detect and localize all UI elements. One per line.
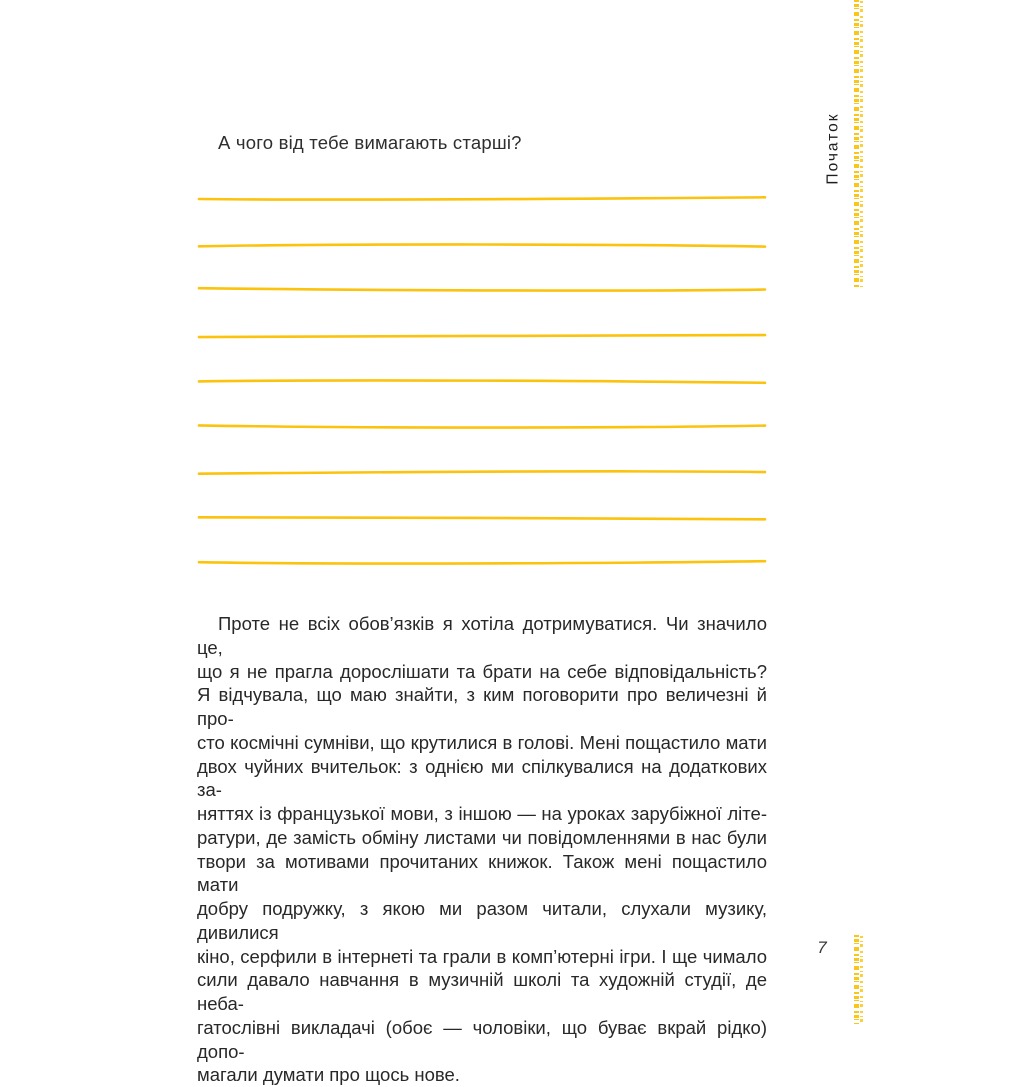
edge-doodle-top xyxy=(853,0,865,287)
answer-line xyxy=(197,468,767,476)
paragraph-line: Я відчувала, що маю знайти, з ким поговорити про величезні й про- xyxy=(197,684,767,729)
page-number: 7 xyxy=(817,938,827,957)
answer-line xyxy=(197,241,767,249)
paragraph-line: твори за мотивами прочитаних книжок. Також мені пощастило мати xyxy=(197,850,767,896)
question-text: А чого від тебе вимагають старші? xyxy=(218,132,522,153)
paragraph-line: Проте не всіх обов’язків я хотіла дотримуватися. Чи значило це, xyxy=(197,613,767,658)
paragraph-line: кіно, серфили в інтернеті та грали в комп’ютерні ігри. І ще чимало xyxy=(197,945,767,967)
answer-line xyxy=(197,377,767,385)
paragraph-line: гатослівні викладачі (обоє — чоловіки, що буває вкрай рідко) допо- xyxy=(197,1016,767,1062)
paragraph-line: сили давало навчання в музичній школі та художній студії, де неба- xyxy=(197,969,767,1014)
answer-lines xyxy=(197,195,767,605)
paragraph-line: ратури, де замість обміну листами чи повідомленнями в нас були xyxy=(197,826,767,848)
paragraph-line: добру подружку, з якою ми разом читали, слухали музику, дивилися xyxy=(197,898,767,943)
paragraph-line: двох чуйних вчительок: з однією ми спілкувалися на додаткових за- xyxy=(197,755,767,801)
body-paragraph xyxy=(197,612,767,1087)
chapter-margin-label: Початок xyxy=(824,112,842,185)
edge-doodle-bottom xyxy=(853,935,865,1024)
answer-line xyxy=(197,332,767,340)
paragraph-line: сто космічні сумніви, що крутилися в голові. Мені пощастило мати xyxy=(197,731,767,753)
paragraph-line: няттях із французької мови, з іншою — на уроках зарубіжної літе- xyxy=(197,803,767,824)
answer-line xyxy=(197,559,767,567)
answer-line xyxy=(197,286,767,294)
answer-line xyxy=(197,423,767,431)
answer-line xyxy=(197,195,767,203)
answer-line xyxy=(197,514,767,522)
paragraph-line: магали думати про щось нове. xyxy=(197,1064,460,1086)
paragraph-line: що я не прагла дорослішати та брати на себе відповідальність? xyxy=(197,660,767,682)
